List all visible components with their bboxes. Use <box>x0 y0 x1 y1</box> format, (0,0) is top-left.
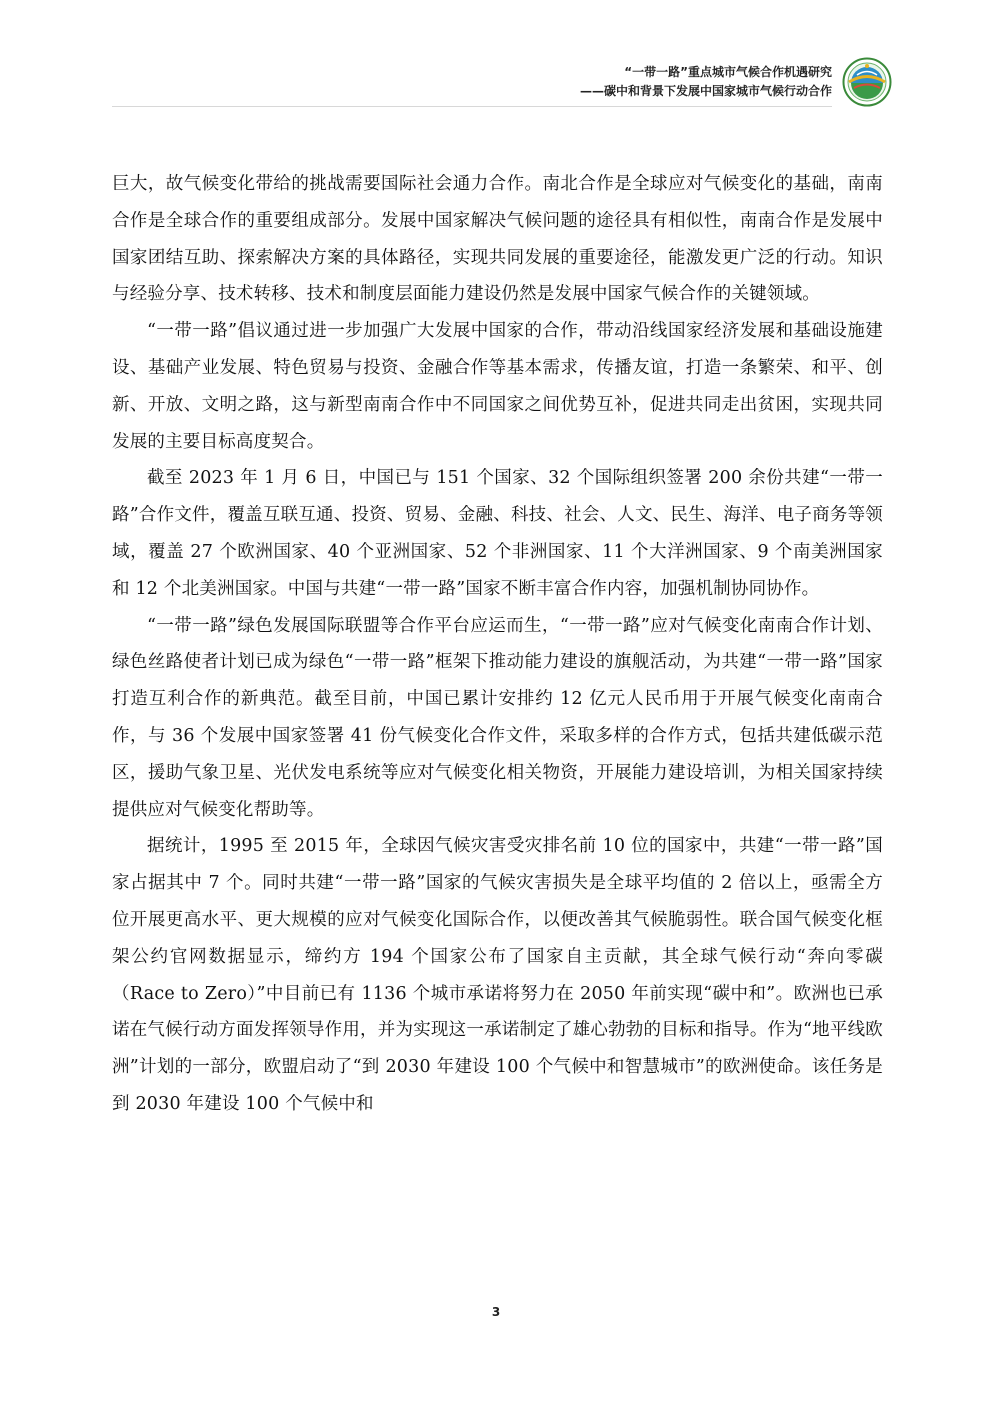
globe-logo-icon <box>842 57 892 107</box>
page-number: 3 <box>491 1305 501 1319</box>
body-paragraph-3: 截至 2023 年 1 月 6 日，中国已与 151 个国家、32 个国际组织签署 200 余份共建“一带一路”合作文件，覆盖互联互通、投资、贸易、金融、科技、社会、人文、民生、海洋、电子商务等领域，覆盖 27 个欧洲国家、40 个亚洲国家、52 个非洲国家、11 个大洋洲国家、9 个南美洲国家和 12 个北美洲国家。中国与共建“一带一路”国家不断丰富合作内容，加强机制协同协作。 <box>112 468 883 599</box>
header-title <box>580 63 832 101</box>
page-header <box>0 0 992 115</box>
body-paragraph-4: “一带一路”绿色发展国际联盟等合作平台应运而生，“一带一路”应对气候变化南南合作计划、绿色丝路使者计划已成为绿色“一带一路”框架下推动能力建设的旗舰活动，为共建“一带一路”国家打造互利合作的新典范。截至目前，中国已累计安排约 12 亿元人民币用于开展气候变化南南合作，与 36 个发展中国家签署 41 份气候变化合作文件，采取多样的合作方式，包括共建低碳示范区，援助气象卫星、光伏发电系统等应对气候变化相关物资，开展能力建设培训，为相关国家持续提供应对气候变化帮助等。 <box>112 615 883 820</box>
body-paragraph-5: 据统计，1995 至 2015 年，全球因气候灾害受灾排名前 10 位的国家中，共建“一带一路”国家占据其中 7 个。同时共建“一带一路”国家的气候灾害损失是全球平均值的 2 倍以上，亟需全方位开展更高水平、更大规模的应对气候变化国际合作，以便改善其气候脆弱性。联合国气候变化框架公约官网数据显示，缔约方 194 个国家公布了国家自主贡献，其全球气候行动“奔向零碳（Race to Zero）”中目前已有 1136 个城市承诺将努力在 2050 年前实现“碳中和”。欧洲也已承诺在气候行动方面发挥领导作用，并为实现这一承诺制定了雄心勃勃的目标和指导。作为“地平线欧洲”计划的一部分，欧盟启动了“到 2030 年建设 100 个气候中和智慧城市”的欧洲使命。该任务是到 2030 年建设 100 个气候中和 <box>112 836 883 1114</box>
header-title-line2: ——碳中和背景下发展中国家城市气候行动合作 <box>579 84 832 98</box>
body-paragraph-1: 巨大，故气候变化带给的挑战需要国际社会通力合作。南北合作是全球应对气候变化的基础，南南合作是全球合作的重要组成部分。发展中国家解决气候问题的途径具有相似性，南南合作是发展中国家团结互助、探索解决方案的具体路径，实现共同发展的重要途径，能激发更广泛的行动。知识与经验分享、技术转移、技术和制度层面能力建设仍然是发展中国家气候合作的关键领域。 <box>112 174 883 305</box>
document-body <box>112 166 883 1123</box>
header-divider <box>112 106 832 107</box>
body-paragraph-2: “一带一路”倡议通过进一步加强广大发展中国家的合作，带动沿线国家经济发展和基础设施建设、基础产业发展、特色贸易与投资、金融合作等基本需求，传播友谊，打造一条繁荣、和平、创新、开放、文明之路，这与新型南南合作中不同国家之间优势互补，促进共同走出贫困，实现共同发展的主要目标高度契合。 <box>112 321 883 452</box>
header-title-line1: “一带一路”重点城市气候合作机遇研究 <box>624 65 832 79</box>
